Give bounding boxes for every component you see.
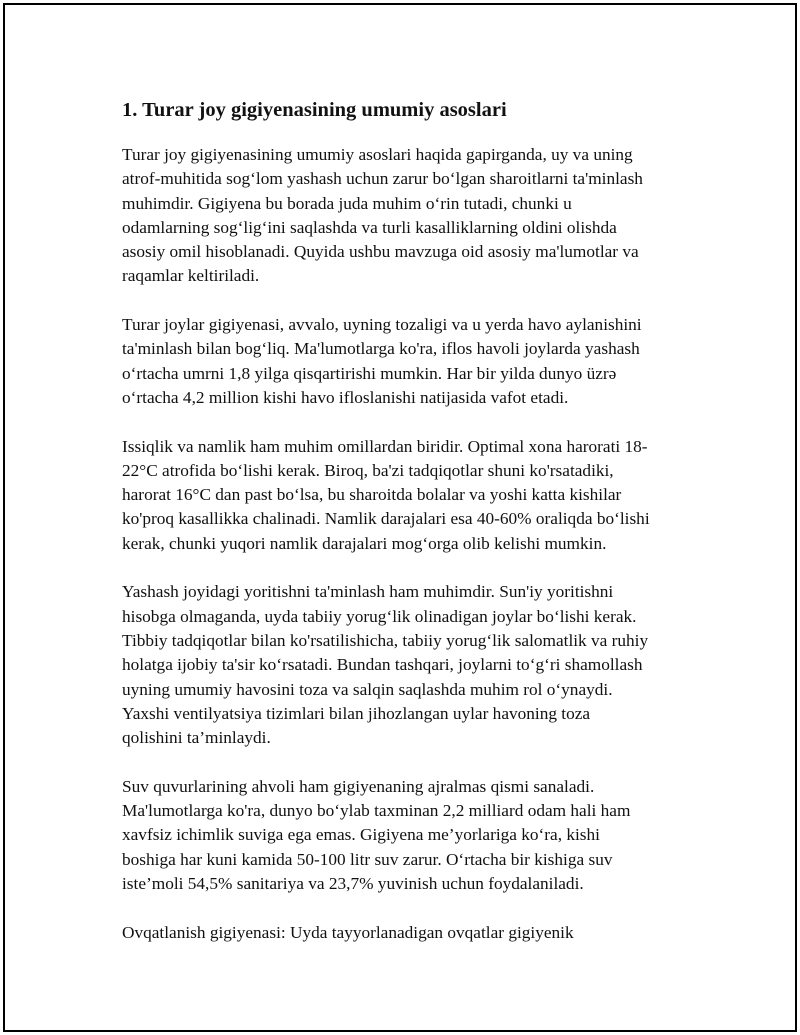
text-line: o‘rtacha 4,2 million kishi havo ifloslanishi natijasida vafot etadi. bbox=[122, 387, 569, 407]
paragraph-introduction bbox=[122, 143, 702, 289]
text-line: raqamlar keltiriladi. bbox=[122, 266, 260, 286]
text-line: muhimdir. Gigiyena bu borada juda muhim o‘rin tutadi, chunki u bbox=[122, 193, 572, 213]
text-line: 22°C atrofida bo‘lishi kerak. Biroq, ba'zi tadqiqotlar shuni ko'rsatadiki, bbox=[122, 460, 614, 480]
text-line: asosiy omil hisoblanadi. Quyida ushbu mavzuga oid asosiy ma'lumotlar va bbox=[122, 242, 639, 262]
text-line: odamlarning sog‘lig‘ini saqlashda va turli kasalliklarning oldini olishda bbox=[122, 217, 617, 237]
paragraph-nutrition bbox=[122, 921, 702, 945]
text-line: hisobga olmaganda, uyda tabiiy yorug‘lik olinadigan joylar bo‘lishi kerak. bbox=[122, 606, 637, 626]
text-line: Issiqlik va namlik ham muhim omillardan biridir. Optimal xona harorati 18- bbox=[122, 436, 648, 456]
text-line: uyning umumiy havosini toza va salqin saqlashda muhim rol o‘ynaydi. bbox=[122, 679, 613, 699]
document-body bbox=[122, 97, 702, 969]
text-line: Turar joylar gigiyenasi, avvalo, uyning tozaligi va u yerda havo aylanishini bbox=[122, 315, 642, 335]
text-line: iste’moli 54,5% sanitariya va 23,7% yuvinish uchun foydalaniladi. bbox=[122, 873, 584, 893]
text-line: qolishini ta’minlaydi. bbox=[122, 728, 271, 748]
text-line: Turar joy gigiyenasining umumiy asoslari haqida gapirganda, uy va uning bbox=[122, 145, 633, 164]
text-line: ko'proq kasallikka chalinadi. Namlik darajalari esa 40-60% oraliqda bo‘lishi bbox=[122, 509, 650, 529]
paragraph-lighting-ventilation bbox=[122, 580, 702, 750]
text-line: boshiga har kuni kamida 50-100 litr suv zarur. O‘rtacha bir kishiga suv bbox=[122, 849, 613, 869]
text-line: Tibbiy tadqiqotlar bilan ko'rsatilishicha, tabiiy yorug‘lik salomatlik va ruhiy bbox=[122, 630, 649, 650]
text-line: Yashash joyidagi yoritishni ta'minlash ham muhimdir. Sun'iy yoritishni bbox=[122, 582, 614, 602]
paragraph-air-quality bbox=[122, 313, 702, 410]
text-line: Yaxshi ventilyatsiya tizimlari bilan jihozlangan uylar havoning toza bbox=[122, 703, 591, 723]
text-line: o‘rtacha umrni 1,8 yilga qisqartirishi mumkin. Har bir yilda dunyo üzrə bbox=[122, 363, 617, 383]
text-line: xavfsiz ichimlik suviga ega emas. Gigiyena me’yorlariga ko‘ra, kishi bbox=[122, 825, 600, 845]
paragraph-temperature-humidity bbox=[122, 435, 702, 556]
text-line: ta'minlash bilan bog‘liq. Ma'lumotlarga ko'ra, iflos havoli joylarda yashash bbox=[122, 339, 640, 359]
text-line: atrof-muhitida sog‘lom yashash uchun zarur bo‘lgan sharoitlarni ta'minlash bbox=[122, 169, 643, 189]
section-heading: 1. Turar joy gigiyenasining umumiy asoslari bbox=[122, 99, 507, 121]
text-line: Suv quvurlarining ahvoli ham gigiyenaning ajralmas qismi sanaladi. bbox=[122, 776, 595, 796]
text-line: Ovqatlanish gigiyenasi: Uyda tayyorlanadigan ovqatlar gigiyenik bbox=[122, 922, 574, 942]
paragraph-water-supply bbox=[122, 775, 702, 896]
text-line: kerak, chunki yuqori namlik darajalari mog‘orga olib kelishi mumkin. bbox=[122, 533, 607, 553]
text-line: harorat 16°C dan past bo‘lsa, bu sharoitda bolalar va yoshi katta kishilar bbox=[122, 485, 622, 505]
page-frame bbox=[3, 3, 797, 1032]
text-line: holatga ijobiy ta'sir ko‘rsatadi. Bundan tashqari, joylarni to‘g‘ri shamollash bbox=[122, 655, 643, 675]
text-line: Ma'lumotlarga ko'ra, dunyo bo‘ylab taxminan 2,2 milliard odam hali ham bbox=[122, 801, 631, 821]
